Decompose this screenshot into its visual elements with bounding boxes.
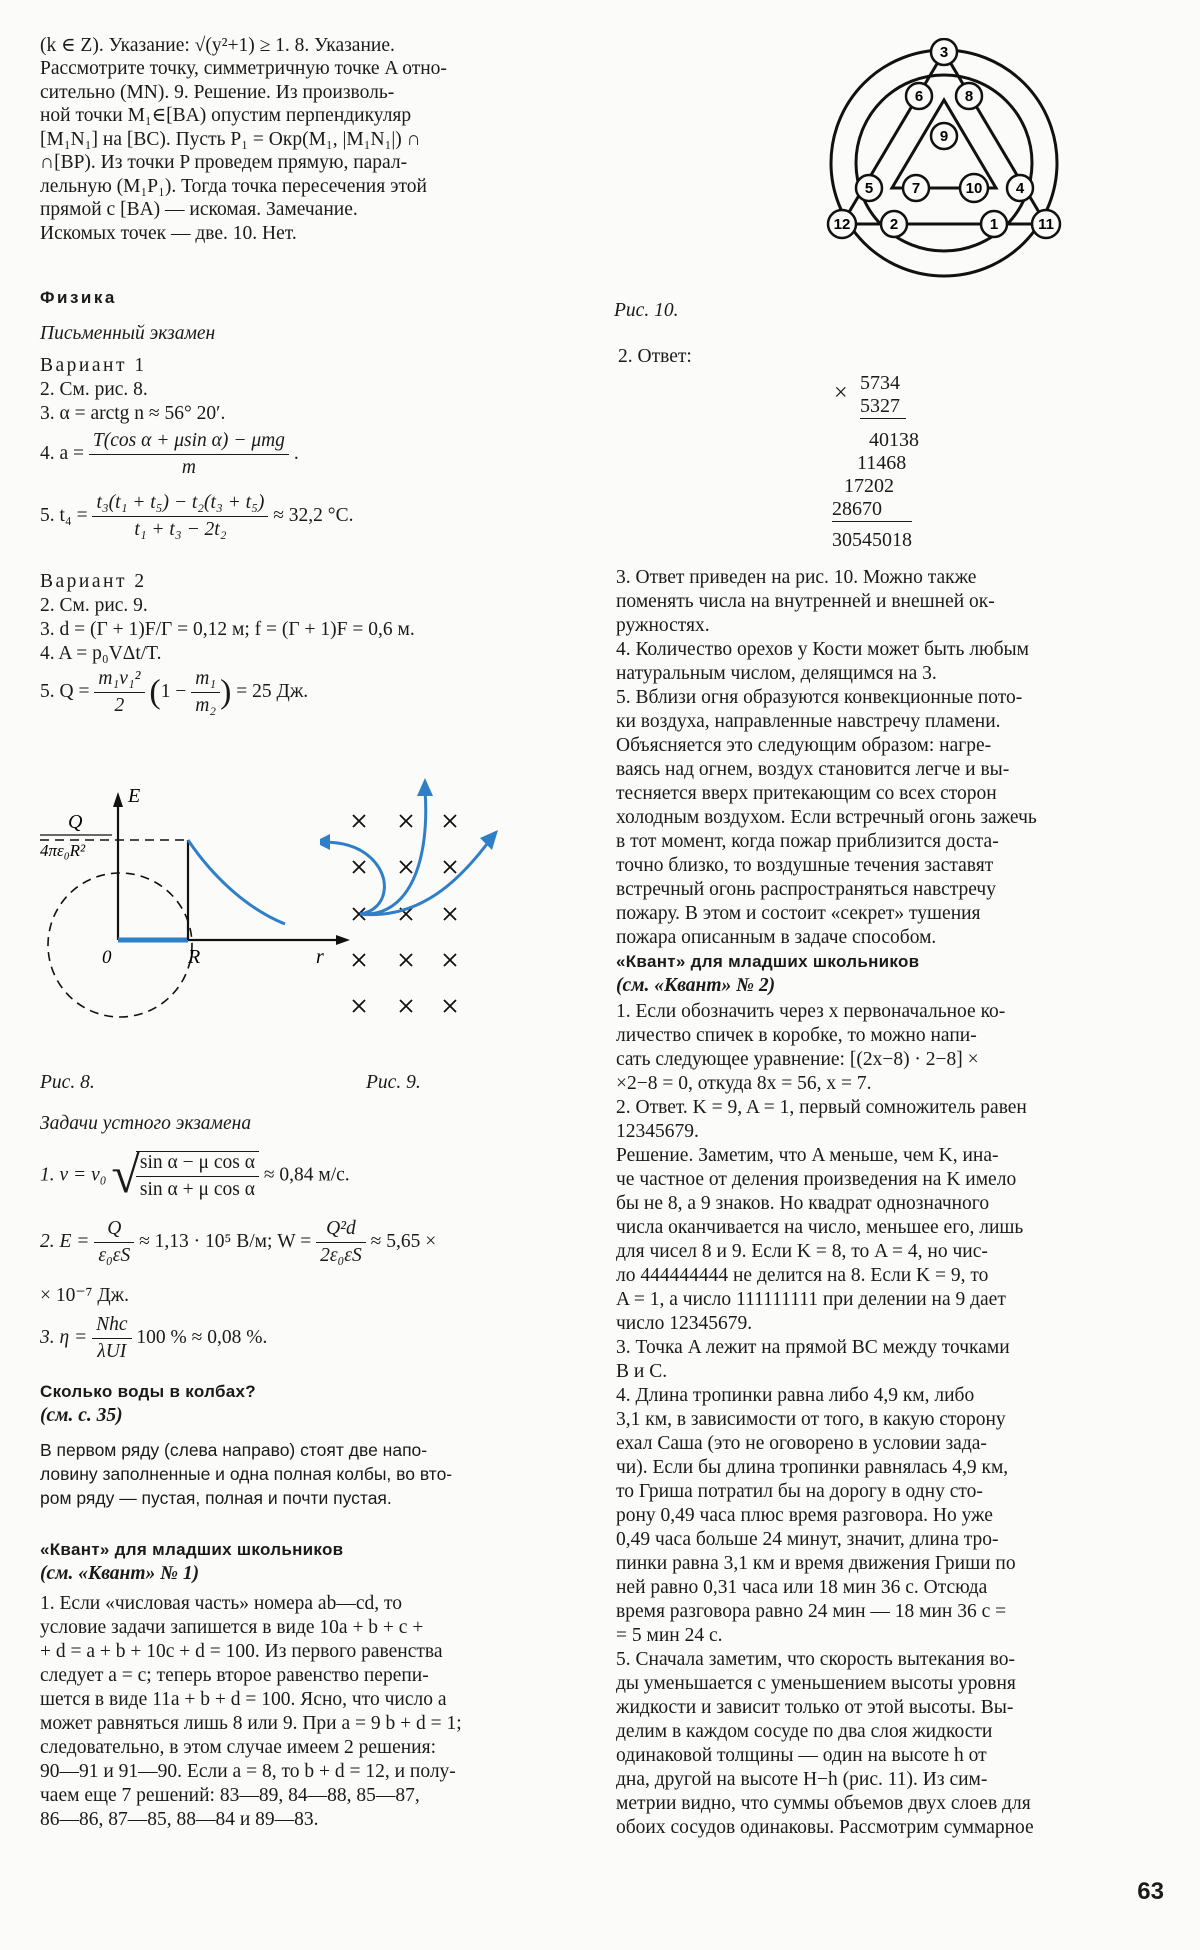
label-denominator: 4πε₀R² bbox=[40, 841, 86, 860]
denominator: ε₀εS bbox=[98, 1245, 131, 1266]
formula-lhs: 5. Q = bbox=[40, 680, 90, 702]
text-line: пожара описанным в задаче способом. bbox=[616, 927, 937, 948]
fig10-caption: Рис. 10. bbox=[614, 300, 679, 321]
fig8-caption: Рис. 8. bbox=[40, 1072, 95, 1093]
numerator: t₃(t₁ + t₅) − t₂(t₃ + t₅) bbox=[92, 492, 268, 517]
cross-mark bbox=[353, 861, 365, 873]
text-line: число 12345679. bbox=[616, 1313, 753, 1334]
text-line: пинки равна 3,1 км и время движения Гриши по bbox=[616, 1553, 1016, 1574]
v1-item-4: 4. a = $\frac{\text{T(cos α + μsin α) − μmg}}{m}$ . bbox=[40, 430, 299, 478]
fraction bbox=[94, 1218, 134, 1267]
text-line: поменять числа на внутренней и внешней ок- bbox=[616, 591, 995, 612]
text-line: лельную (M₁P₁). Тогда точка пересечения этой bbox=[40, 176, 427, 197]
text-line: ловину заполненные и одна полная колбы, во вто- bbox=[40, 1464, 453, 1484]
label-origin: 0 bbox=[102, 947, 112, 968]
text-line: ло 444444444 не делится на 8. Если K = 9, то bbox=[616, 1265, 989, 1286]
denominator: 2ε₀εS bbox=[320, 1245, 362, 1266]
text-line: ки воздуха, направленные навстречу пламени. bbox=[616, 711, 1001, 732]
text-line: В первом ряду (слева направо) стоят две напо- bbox=[40, 1440, 428, 1460]
arrow-head bbox=[480, 830, 498, 850]
text-line: время разговора равно 24 мин — 18 мин 36 с = bbox=[616, 1601, 1007, 1622]
denominator: λUI bbox=[97, 1341, 127, 1362]
text-line: ней равно 0,31 часа или 18 мин 36 с. Отсюда bbox=[616, 1577, 988, 1598]
text-line: шется в виде 11a + b + d = 100. Ясно, что число a bbox=[40, 1689, 447, 1710]
text-line: сать следующее уравнение: [(2x−8) · 2−8] × bbox=[616, 1049, 979, 1070]
text-line: Рассмотрите точку, симметричную точке A отно- bbox=[40, 58, 447, 79]
page-number: 63 bbox=[1137, 1878, 1164, 1905]
text-line: ехал Саша (это не оговорено в условии зада- bbox=[616, 1433, 987, 1454]
fraction bbox=[191, 668, 220, 717]
label-r-capital: R bbox=[188, 946, 201, 968]
v2-item-2: 2. См. рис. 9. bbox=[40, 595, 148, 616]
text-line: сительно (MN). 9. Решение. Из произволь- bbox=[40, 82, 395, 103]
text-line: 5. Сначала заметим, что скорость вытекания во- bbox=[616, 1649, 1015, 1670]
partial-product: 17202 bbox=[844, 475, 894, 497]
denominator: t₁ + t₃ − 2t₂ bbox=[134, 519, 227, 540]
numerator: m₁ bbox=[191, 668, 220, 693]
denominator: 2 bbox=[114, 695, 125, 716]
text-line: то Гриша потратил бы на дорогу в одну сто- bbox=[616, 1481, 983, 1502]
text-line: [M₁N₁] на [BC). Пусть P₁ = Окр(M₁, |M₁N₁|) ∩ bbox=[40, 129, 421, 150]
text-line: B и C. bbox=[616, 1361, 668, 1382]
variant1-heading: Вариант 1 bbox=[40, 355, 147, 376]
text-line: 4. Количество орехов у Кости может быть любым bbox=[616, 639, 1029, 660]
oral-item-1: 1. v = v₀ √ $\frac{\text{sin α − μ cos α}}{\text{sin α + μ cos α}}$ ≈ 0,84 м/с. bbox=[40, 1147, 350, 1204]
numerator: Nhc bbox=[92, 1314, 131, 1339]
number-nodes bbox=[828, 39, 1060, 238]
formula-lhs: 3. η = bbox=[40, 1326, 88, 1348]
text-line: условие задачи запишется в виде 10a + b + c + bbox=[40, 1617, 424, 1638]
formula-middle: ≈ 1,13 · 10⁵ В/м; W = bbox=[139, 1230, 312, 1252]
field-outside-curve bbox=[188, 840, 285, 924]
text-line: 3. Ответ приведен на рис. 10. Можно также bbox=[616, 567, 977, 588]
cross-mark bbox=[400, 815, 412, 827]
cross-mark bbox=[400, 861, 412, 873]
oral-item-2-cont: × 10⁻⁷ Дж. bbox=[40, 1285, 129, 1306]
written-exam-heading: Письменный экзамен bbox=[40, 323, 216, 344]
text-line: следовательно, в этом случае имеем 2 решения: bbox=[40, 1737, 436, 1758]
formula-rhs: ≈ 32,2 °C. bbox=[273, 504, 354, 526]
text-line: делим в каждом сосуде по два слоя жидкости bbox=[616, 1721, 993, 1742]
oral-item-3 bbox=[40, 1314, 267, 1363]
text-line: A = 1, а число 111111111 при делении на 9 дает bbox=[616, 1289, 1006, 1310]
text-line: тесняется вверх притекающим со всех сторон bbox=[616, 783, 997, 804]
text-line: 0,49 часа больше 24 минут, значит, длина тро- bbox=[616, 1529, 999, 1550]
node-label: 5 bbox=[864, 180, 874, 197]
formula-lhs: 4. a = bbox=[40, 442, 85, 464]
cross-mark bbox=[444, 1000, 456, 1012]
cross-mark bbox=[353, 1000, 365, 1012]
factor-a: 5734 bbox=[860, 372, 900, 394]
text-line: для чисел 8 и 9. Если K = 8, то A = 4, но чис- bbox=[616, 1241, 988, 1262]
sphere-dashed-circle bbox=[48, 873, 192, 1017]
oral-item-2 bbox=[40, 1218, 436, 1267]
text-line: Искомых точек — две. 10. Нет. bbox=[40, 223, 297, 244]
kvant2-ref: (см. «Квант» № 2) bbox=[616, 975, 776, 996]
cross-mark bbox=[444, 954, 456, 966]
kvant1-ref: (см. «Квант» № 1) bbox=[40, 1563, 200, 1584]
text-line: может равняться лишь 8 или 9. При a = 9 b + d = 1; bbox=[40, 1713, 462, 1734]
numerator: Q bbox=[94, 1218, 134, 1243]
v2-item-4: 4. A = p₀VΔt/T. bbox=[40, 643, 162, 664]
text-line: че частное от деления произведения на K имело bbox=[616, 1169, 1017, 1190]
variant2-heading: Вариант 2 bbox=[40, 571, 147, 592]
v1-item-3: 3. α = arctg n ≈ 56° 20′. bbox=[40, 403, 226, 424]
cross-mark bbox=[353, 815, 365, 827]
text-line: 86—86, 87—85, 88—84 и 89—83. bbox=[40, 1809, 319, 1830]
cross-mark bbox=[400, 954, 412, 966]
figure-8 bbox=[40, 780, 360, 1030]
arrow-head bbox=[320, 834, 330, 850]
text-line: дна, другой на высоте H−h (рис. 11). Из сим- bbox=[616, 1769, 988, 1790]
outer-circle bbox=[831, 50, 1057, 276]
formula-rhs: 100 % ≈ 0,08 %. bbox=[136, 1326, 268, 1348]
partial-product: 11468 bbox=[857, 452, 907, 474]
text-line: + d = a + b + 10c + d = 100. Из первого равенства bbox=[40, 1641, 443, 1662]
kvant1-heading: «Квант» для младших школьников bbox=[40, 1540, 344, 1559]
node-label: 3 bbox=[939, 44, 949, 61]
text-line: (k ∈ Z). Указание: √(y²+1) ≥ 1. 8. Указание. bbox=[40, 35, 395, 56]
text-line: холодным воздухом. Если встречный огонь зажечь bbox=[616, 807, 1037, 828]
factor-b: 5327 bbox=[860, 395, 906, 419]
text-line: 1. Если «числовая часть» номера ab—cd, то bbox=[40, 1593, 403, 1614]
physics-heading: Физика bbox=[40, 288, 117, 307]
denominator: m₂ bbox=[195, 695, 217, 716]
trajectory-curve bbox=[360, 790, 426, 914]
text-line: в тот момент, когда пожар приблизится доста- bbox=[616, 831, 999, 852]
fraction bbox=[94, 668, 144, 717]
node-label: 2 bbox=[889, 216, 899, 233]
denominator: m bbox=[181, 457, 196, 478]
fraction bbox=[92, 1314, 131, 1363]
node-label: 10 bbox=[965, 180, 983, 197]
water-heading: Сколько воды в колбах? bbox=[40, 1382, 256, 1401]
fraction bbox=[89, 430, 289, 479]
numerator: sin α − μ cos α bbox=[136, 1152, 259, 1177]
formula-rhs: = 25 Дж. bbox=[236, 680, 309, 702]
partial-product: 28670 bbox=[832, 498, 912, 522]
text-line: чаем еще 7 решений: 83—89, 84—88, 85—87, bbox=[40, 1785, 420, 1806]
text-line: пожару. В этом и состоит «секрет» тушения bbox=[616, 903, 981, 924]
formula-lhs: 2. E = bbox=[40, 1230, 90, 1252]
text-line: ром ряду — пустая, полная и почти пустая. bbox=[40, 1488, 392, 1508]
answer-2-label: 2. Ответ: bbox=[618, 346, 692, 367]
particle-trajectories bbox=[320, 790, 490, 915]
text-line: следует a = c; теперь второе равенство перепи- bbox=[40, 1665, 429, 1686]
fraction bbox=[136, 1152, 259, 1201]
v1-item-5 bbox=[40, 492, 354, 541]
water-ref: (см. с. 35) bbox=[40, 1405, 123, 1426]
partial-product: 40138 bbox=[869, 429, 919, 451]
text-line: личество спичек в коробке, то можно напи- bbox=[616, 1025, 977, 1046]
v1-item-2: 2. См. рис. 8. bbox=[40, 379, 148, 400]
v2-item-3: 3. d = (Γ + 1)F/Γ = 0,12 м; f = (Γ + 1)F = 0,6 м. bbox=[40, 619, 415, 640]
text-line: числа оканчивается на число, меньшее его, лишь bbox=[616, 1217, 1024, 1238]
fraction bbox=[92, 492, 268, 541]
node-label: 11 bbox=[1038, 216, 1054, 233]
numerator: m₁v₁² bbox=[94, 668, 144, 693]
fraction bbox=[316, 1218, 366, 1267]
text-line: 1. Если обозначить через x первоначальное ко- bbox=[616, 1001, 1006, 1022]
v2-item-5: 5. Q = $\frac{\text{m₁v₁²}}{2}$ (1 − $\frac{\text{m₁}}{\text{m₂}}$ ) = 25 Дж. bbox=[40, 668, 309, 716]
text-line: ной точки M₁∈[BA) опустим перпендикуляр bbox=[40, 105, 412, 126]
text-line: ∩[BP). Из точки P проведем прямую, парал- bbox=[40, 152, 408, 173]
text-line: ваясь над огнем, воздух становится легче и вы- bbox=[616, 759, 1010, 780]
figure-9 bbox=[320, 770, 590, 1020]
cross-mark bbox=[353, 954, 365, 966]
oral-heading: Задачи устного экзамена bbox=[40, 1113, 252, 1134]
node-label: 7 bbox=[911, 180, 921, 197]
text-line: 3. Точка A лежит на прямой BC между точками bbox=[616, 1337, 1010, 1358]
text-line: точно близко, то воздушные течения заставят bbox=[616, 855, 994, 876]
text-line: чи). Если бы длина тропинки равнялась 4,9 км, bbox=[616, 1457, 1009, 1478]
text-line: рону 0,49 часа плюс время разговора. Но уже bbox=[616, 1505, 993, 1526]
axis-label-e: E bbox=[128, 785, 141, 807]
arrow-head bbox=[417, 778, 433, 796]
multiplication bbox=[612, 372, 1160, 557]
text-line: 2. Ответ. K = 9, A = 1, первый сомножитель равен bbox=[616, 1097, 1027, 1118]
numerator: T(cos α + μsin α) − μmg bbox=[89, 430, 289, 455]
text-line: ×2−8 = 0, откуда 8x = 56, x = 7. bbox=[616, 1073, 872, 1094]
fig9-caption: Рис. 9. bbox=[366, 1072, 421, 1093]
text-line: 4. Длина тропинки равна либо 4,9 км, либо bbox=[616, 1385, 975, 1406]
node-label: 6 bbox=[914, 88, 924, 105]
label-q: Q bbox=[68, 811, 83, 833]
label-r: r bbox=[316, 946, 324, 968]
node-label: 4 bbox=[1015, 180, 1025, 197]
formula-rhs: ≈ 0,84 м/с. bbox=[263, 1164, 350, 1186]
text-line: встречный огонь распространяться навстречу bbox=[616, 879, 996, 900]
text-line: одинаковой толщины — один на высоте h от bbox=[616, 1745, 987, 1766]
denominator: sin α + μ cos α bbox=[139, 1179, 255, 1200]
numerator: Q²d bbox=[316, 1218, 366, 1243]
cross-mark bbox=[444, 815, 456, 827]
product-result: 30545018 bbox=[832, 529, 912, 551]
node-label: 1 bbox=[989, 216, 999, 233]
kvant2-heading: «Квант» для младших школьников bbox=[616, 952, 920, 971]
formula-lhs: 1. v = v₀ bbox=[40, 1164, 107, 1186]
figure-10 bbox=[826, 38, 1064, 284]
node-label: 8 bbox=[964, 88, 974, 105]
text-line: жидкости и зависит только от этой высоты. Вы- bbox=[616, 1697, 1014, 1718]
node-label: 12 bbox=[833, 216, 851, 233]
formula-rhs: ≈ 5,65 × bbox=[370, 1230, 437, 1252]
text-line: натуральным числом, делящимся на 3. bbox=[616, 663, 937, 684]
cross-mark bbox=[400, 1000, 412, 1012]
multiply-sign: × bbox=[834, 380, 848, 406]
text-line: бы не 8, а 9 знаков. Но квадрат однозначного bbox=[616, 1193, 990, 1214]
e-axis-arrow bbox=[113, 792, 123, 807]
text-line: 5. Вблизи огня образуются конвекционные пото- bbox=[616, 687, 1023, 708]
text-line: ды уменьшается с уменьшением высоты уровня bbox=[616, 1673, 1016, 1694]
text-line: прямой с [BA) — искомая. Замечание. bbox=[40, 199, 358, 220]
node-label: 9 bbox=[939, 128, 949, 145]
text-line: 3,1 км, в зависимости от того, в какую сторону bbox=[616, 1409, 1006, 1430]
text-line: обоих сосудов одинаковы. Рассмотрим суммарное bbox=[616, 1817, 1034, 1838]
text-line: Объясняется это следующим образом: нагре- bbox=[616, 735, 992, 756]
cross-mark bbox=[444, 908, 456, 920]
text-line: 12345679. bbox=[616, 1121, 699, 1142]
text-line: метрии видно, что суммы объемов двух слоев для bbox=[616, 1793, 1031, 1814]
trajectory-curve bbox=[320, 842, 384, 914]
text-line: 90—91 и 91—90. Если a = 8, то b + d = 12, и полу- bbox=[40, 1761, 456, 1782]
cross-mark bbox=[444, 861, 456, 873]
text-line: ружностях. bbox=[616, 615, 710, 636]
text-line: Решение. Заметим, что A меньше, чем K, ина- bbox=[616, 1145, 999, 1166]
text-line: = 5 мин 24 с. bbox=[616, 1625, 723, 1646]
formula-lhs: 5. t₄ = bbox=[40, 504, 88, 526]
